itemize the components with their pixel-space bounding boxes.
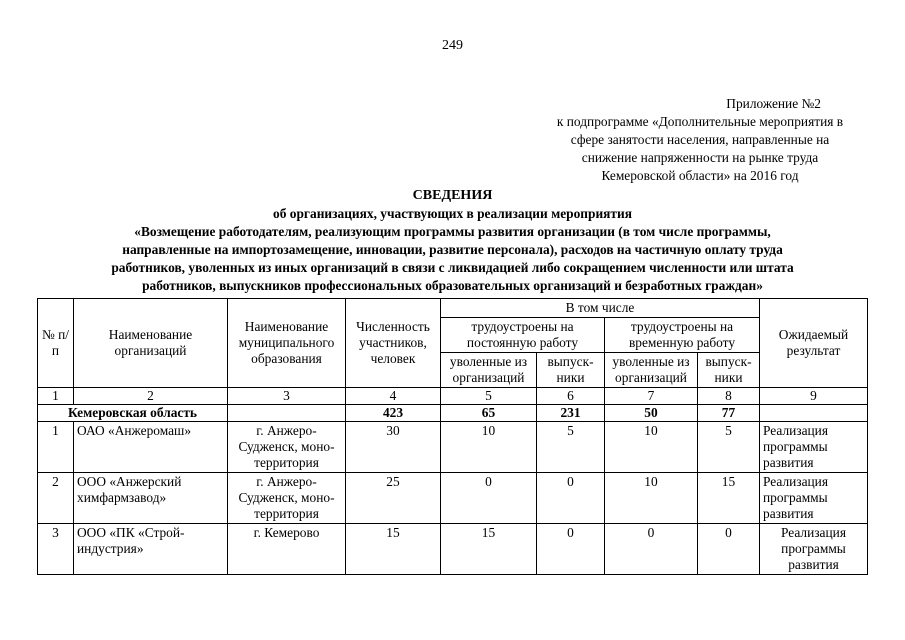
row-result: Реализация программы развития [760,473,868,524]
header-num: № п/п [38,299,74,388]
page-number: 249 [442,38,463,53]
row-num: 3 [38,524,74,575]
table-row [38,473,868,524]
column-number: 3 [228,388,346,405]
row-temp-dismissed: 10 [605,422,698,473]
total-label: Кемеровская область [38,405,228,422]
row-result: Реализация программы развития [760,422,868,473]
appendix-title: Приложение №2 [726,96,821,111]
column-number: 8 [698,388,760,405]
row-participants: 15 [346,524,441,575]
heading-line: работников, уволенных из иных организаций в связи с ликвидацией либо сокращением численности или штата [111,260,794,275]
row-municipality: г. Кемерово [228,524,346,575]
column-number-row [38,388,868,405]
row-perm-graduates: 0 [537,524,605,575]
heading-line: «Возмещение работодателям, реализующим программы развития организации (в том числе программы, [134,224,771,239]
appendix-line: сфере занятости населения, направленные на [570,132,830,147]
row-temp-graduates: 5 [698,422,760,473]
header-perm-graduates: выпуск-ники [537,353,605,388]
header-temporary: трудоустроены на временную работу [605,318,760,353]
row-participants: 30 [346,422,441,473]
header-temp-dismissed: уволенные из организаций [605,353,698,388]
row-participants: 25 [346,473,441,524]
row-org: ООО «ПК «Строй-индустрия» [74,524,228,575]
heading-line: работников, выпускников профессиональных образовательных организаций и безработных граждан» [142,278,763,293]
table-row [38,524,868,575]
header-participants: Численность участников, человек [346,299,441,388]
total-row [38,405,868,422]
row-perm-graduates: 0 [537,473,605,524]
appendix-line: к подпрограмме «Дополнительные мероприятия в [556,114,844,129]
header-expected: Ожидаемый результат [760,299,868,388]
total-temp-dismissed: 50 [605,405,698,422]
row-org: ООО «Анжерский химфармзавод» [74,473,228,524]
column-number: 1 [38,388,74,405]
row-result: Реализация программы развития [760,524,868,575]
organizations-table [37,298,868,575]
header-perm-dismissed: уволенные из организаций [441,353,537,388]
row-temp-dismissed: 10 [605,473,698,524]
header-temp-graduates: выпуск-ники [698,353,760,388]
row-perm-graduates: 5 [537,422,605,473]
column-number: 4 [346,388,441,405]
row-perm-dismissed: 15 [441,524,537,575]
total-temp-graduates: 77 [698,405,760,422]
row-temp-graduates: 0 [698,524,760,575]
row-org: ОАО «Анжеромаш» [74,422,228,473]
row-municipality: г. Анжеро-Судженск, моно-территория [228,473,346,524]
header-org: Наименование организаций [74,299,228,388]
column-number: 5 [441,388,537,405]
table-row [38,422,868,473]
total-municipality [228,405,346,422]
row-perm-dismissed: 0 [441,473,537,524]
header-municipality: Наименование муниципального образования [228,299,346,388]
row-perm-dismissed: 10 [441,422,537,473]
document-heading [0,187,905,295]
header-including: В том числе [441,299,760,318]
total-perm-dismissed: 65 [441,405,537,422]
row-temp-dismissed: 0 [605,524,698,575]
row-temp-graduates: 15 [698,473,760,524]
column-number: 2 [74,388,228,405]
appendix-line: снижение напряженности на рынке труда [581,150,819,165]
column-number: 7 [605,388,698,405]
row-municipality: г. Анжеро-Судженск, моно-территория [228,422,346,473]
heading-line: направленные на импортозамещение, инновации, развитие персонала), расходов на частичную оплату труда [122,242,783,257]
appendix-line: Кемеровской области» на 2016 год [601,168,799,183]
row-num: 2 [38,473,74,524]
total-result [760,405,868,422]
heading-line: об организациях, участвующих в реализации мероприятия [273,206,632,221]
column-number: 9 [760,388,868,405]
column-number: 6 [537,388,605,405]
appendix-block [515,95,885,185]
heading-title: СВЕДЕНИЯ [412,188,493,203]
total-participants: 423 [346,405,441,422]
row-num: 1 [38,422,74,473]
header-permanent: трудоустроены на постоянную работу [441,318,605,353]
total-perm-graduates: 231 [537,405,605,422]
